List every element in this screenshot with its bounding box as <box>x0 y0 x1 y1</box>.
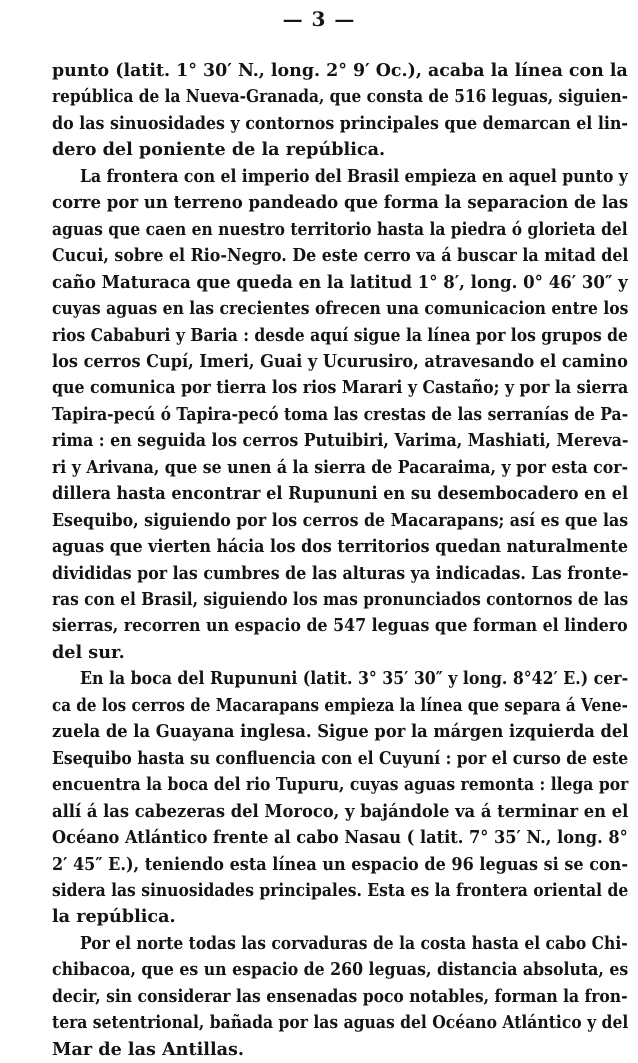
text-line: ras con el Brasil, siguiendo los mas pronunciados contornos de las <box>52 589 629 610</box>
text-line: do las sinuosidades y contornos principales que demarcan el lin- <box>52 112 629 134</box>
text-line: que comunica por tierra los rios Marari y Castaño; y por la sierra <box>52 377 629 399</box>
text-line: caño Maturaca que queda en la latitud 1° 8′, long. 0° 46′ 30″ y <box>52 271 628 293</box>
text-line: la república. <box>52 906 176 928</box>
text-line: rima : en seguida los cerros Putuibiri, Varima, Mashiati, Mereva- <box>52 430 629 452</box>
text-line: rios Cababuri y Baria : desde aquí sigue la línea por los grupos de <box>52 324 628 346</box>
text-line: Mar de las Antillas. <box>52 1038 245 1060</box>
text-line: Por el norte todas las corvaduras de la costa hasta el cabo Chi- <box>80 932 628 954</box>
page-number-header: — 3 — <box>282 7 356 31</box>
text-line: allí á las cabezeras del Moroco, y bajándole va á terminar en el <box>52 800 629 822</box>
text-line: tera setentrional, bañada por las aguas del Océano Atlántico y del <box>52 1012 629 1034</box>
text-line: ri y Arivana, que se unen á la sierra de Pacaraima, y por esta cor- <box>52 456 629 478</box>
text-line: aguas que vierten hácia los dos territorios quedan naturalmente <box>52 536 628 558</box>
text-line: dero del poniente de la república. <box>52 139 386 161</box>
text-line: ca de los cerros de Macarapans empieza la línea que separa á Vene- <box>52 694 628 716</box>
text-line: los cerros Cupí, Imeri, Guai y Ucurusiro, atravesando el camino <box>52 350 628 372</box>
text-line: encuentra la boca del rio Tupuru, cuyas aguas remonta : llega por <box>52 774 629 796</box>
text-line: cuyas aguas en las crecientes ofrecen una comunicacion entre los <box>52 298 629 320</box>
text-line: Tapira-pecú ó Tapira-pecó toma las crestas de las serranías de Pa- <box>52 403 629 425</box>
text-line: La frontera con el imperio del Brasil empieza en aquel punto y <box>80 165 628 187</box>
text-line: del sur. <box>52 641 125 663</box>
text-line: Esequibo hasta su confluencia con el Cuyuní : por el curso de este <box>52 747 629 769</box>
text-line: 2′ 45″ E.), teniendo esta línea un espacio de 96 leguas si se con- <box>52 853 629 875</box>
text-line: punto (latit. 1° 30′ N., long. 2° 9′ Oc.), acaba la línea con la <box>52 60 628 81</box>
text-line: república de la Nueva-Granada, que consta de 516 leguas, siguien- <box>52 86 628 108</box>
text-line: chibacoa, que es un espacio de 260 leguas, distancia absoluta, es <box>52 959 629 981</box>
text-line: En la boca del Rupununi (latit. 3° 35′ 30″ y long. 8°42′ E.) cer- <box>80 668 629 690</box>
text-line: corre por un terreno pandeado que forma la separacion de las <box>52 192 629 214</box>
text-line: Cucui, sobre el Rio-Negro. De este cerro va á buscar la mitad del <box>52 245 629 267</box>
text-line: dillera hasta encontrar el Rupununi en su desembocadero en el <box>52 483 629 505</box>
text-line: zuela de la Guayana inglesa. Sigue por la márgen izquierda del <box>52 721 629 743</box>
text-line: divididas por las cumbres de las alturas ya indicadas. Las fronte- <box>52 562 629 584</box>
text-line: sierras, recorren un espacio de 547 leguas que forman el lindero <box>52 615 628 637</box>
text-line: decir, sin considerar las ensenadas poco notables, forman la fron- <box>52 985 628 1007</box>
text-line: Océano Atlántico frente al cabo Nasau ( latit. 7° 35′ N., long. 8° <box>52 827 628 849</box>
text-line: Esequibo, siguiendo por los cerros de Macarapans; así es que las <box>52 509 629 531</box>
text-line: aguas que caen en nuestro territorio hasta la piedra ó glorieta del <box>52 218 628 240</box>
text-line: sidera las sinuosidades principales. Esta es la frontera oriental de <box>52 879 629 901</box>
